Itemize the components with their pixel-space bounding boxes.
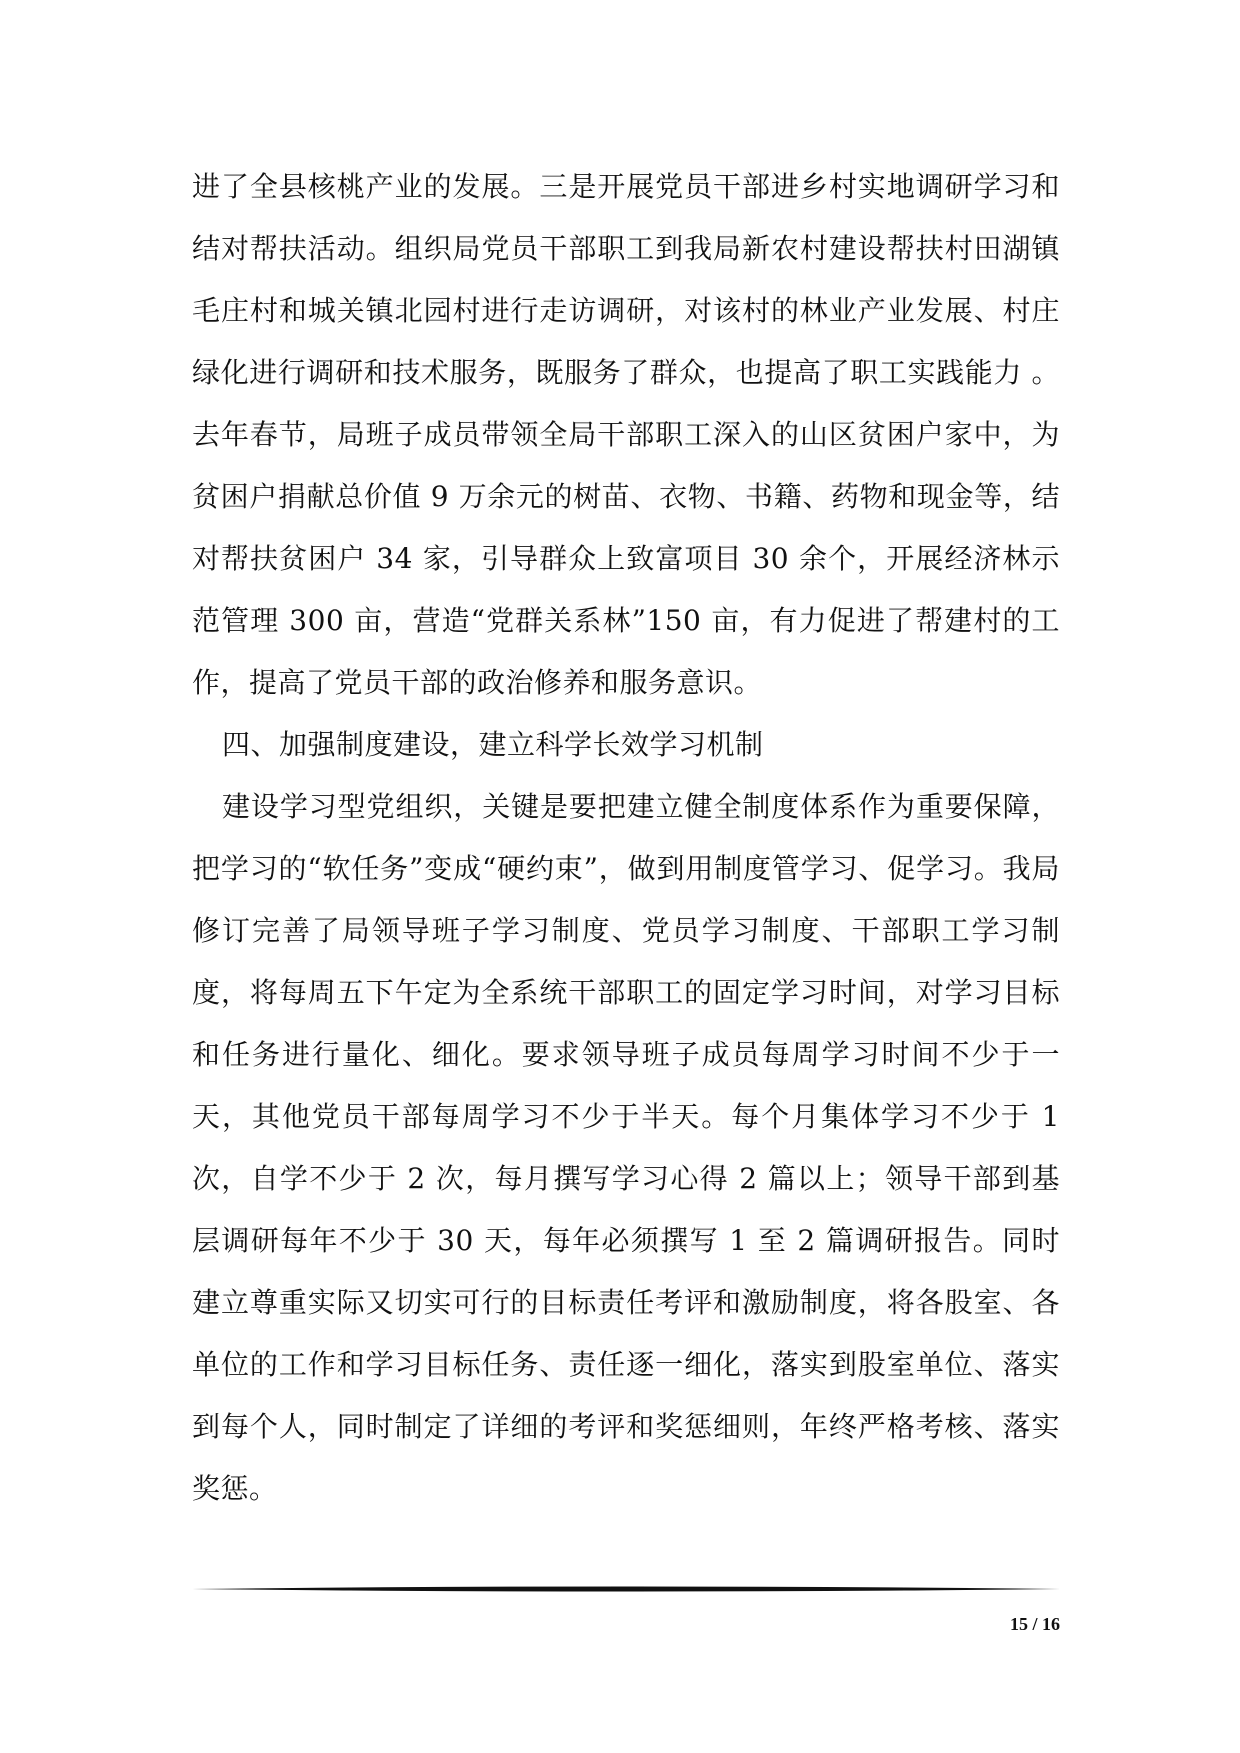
paragraph-1: 进了全县核桃产业的发展。三是开展党员干部进乡村实地调研学习和结对帮扶活动。组织局党员干部职工到我局新农村建设帮扶村田湖镇毛庄村和城关镇北园村进行走访调研，对该村的林业产业发展、村庄绿化进行调研和技术服务，既服务了群众，也提高了职工实践能力 。去年春节，局班子成员带领全局干部职工深入的山区贫困户家中，为贫困户捐献总价值 9 万余元的树苗、衣物、书籍、药物和现金等，结对帮扶贫困户 34 家，引导群众上致富项目 30 余个，开展经济林示范管理 300 亩，营造“党群关系林”150 亩，有力促进了帮建村的工作，提高了党员干部的政治修养和服务意识。 <box>192 170 1060 699</box>
footer-rule-stroke <box>192 1587 1060 1592</box>
footer-rule <box>192 1585 1060 1593</box>
page-number: 15 / 16 <box>1009 1614 1060 1634</box>
section-heading: 四、加强制度建设，建立科学长效学习机制 <box>222 728 764 761</box>
paragraph-2: 建设学习型党组织，关键是要把建立健全制度体系作为重要保障，把学习的“软任务”变成“硬约束”，做到用制度管学习、促学习。我局修订完善了局领导班子学习制度、党员学习制度、干部职工学习制度，将每周五下午定为全系统干部职工的固定学习时间，对学习目标和任务进行量化、细化。要求领导班子成员每周学习时间不少于一天，其他党员干部每周学习不少于半天。每个月集体学习不少于 1 次，自学不少于 2 次，每月撰写学习心得 2 篇以上；领导干部到基层调研每年不少于 30 天，每年必须撰写 1 至 2 篇调研报告。同时建立尊重实际又切实可行的目标责任考评和激励制度，将各股室、各单位的工作和学习目标任务、责任逐一细化，落实到股室单位、落实到每个人，同时制定了详细的考评和奖惩细则，年终严格考核、落实奖惩。 <box>192 790 1060 1505</box>
document-body <box>192 156 1060 1520</box>
